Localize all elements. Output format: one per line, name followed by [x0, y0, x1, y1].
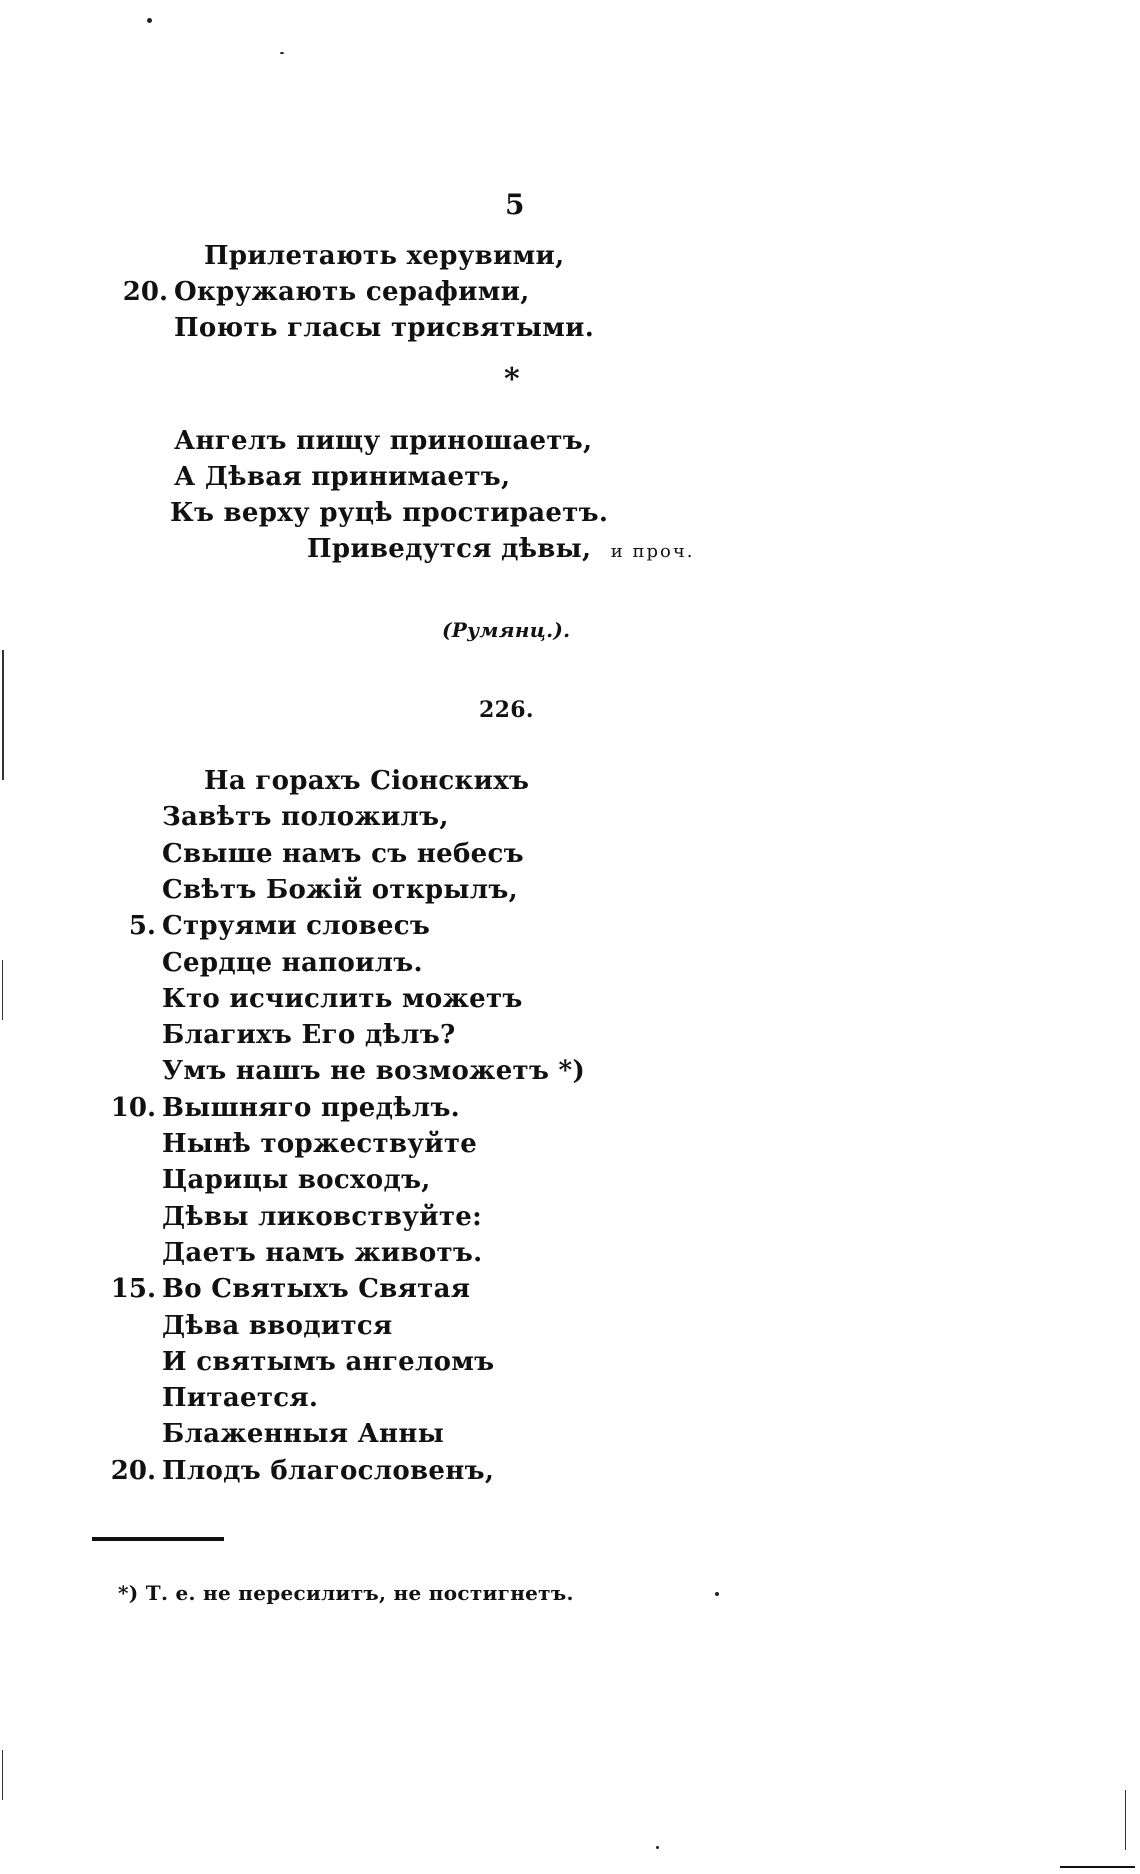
speck-mark: [715, 1592, 719, 1596]
verse-line: А Дѣвая принимаетъ,: [174, 462, 511, 492]
verse-line: Во Святыхъ Святая: [162, 1274, 471, 1304]
verse-line: Свыше намъ съ небесъ: [162, 839, 524, 869]
verse-line: Окружають серафими,: [174, 277, 530, 307]
verse-line: Ангелъ пищу приношаетъ,: [174, 426, 593, 456]
verse-line: Царицы восходъ,: [162, 1165, 431, 1195]
scan-edge-line: [1125, 1790, 1126, 1850]
scan-edge-line: [2, 960, 3, 1020]
verse-line: Питается.: [162, 1383, 319, 1413]
speck-mark: [147, 18, 152, 23]
verse-line: Завѣтъ положилъ,: [162, 802, 449, 832]
refrain-line: [307, 533, 694, 568]
line-number: 5.: [128, 911, 156, 941]
verse-line: Плодъ благословенъ,: [162, 1456, 495, 1486]
verse-line: Поють гласы трисвятыми.: [174, 313, 595, 343]
verse-line: Блаженныя Анны: [162, 1419, 445, 1449]
verse-line: Благихъ Его дѣлъ?: [162, 1020, 456, 1050]
footnote-rule: [92, 1537, 224, 1541]
line-number: 20.: [122, 277, 168, 307]
speck-mark: [280, 52, 284, 54]
refrain-text: Приведутся дѣвы,: [307, 534, 592, 564]
verse-line: Къ верху руцѣ простираетъ.: [170, 498, 609, 528]
asterisk-divider: *: [504, 362, 520, 397]
footnote: *) Т. е. не пересилитъ, не постигнетъ.: [118, 1581, 574, 1605]
line-number: 15.: [110, 1274, 156, 1304]
line-number: 10.: [110, 1093, 156, 1123]
verse-line: Дѣва вводится: [162, 1311, 393, 1341]
verse-line: Умъ нашъ не возможетъ *): [162, 1056, 586, 1086]
song-number: 226.: [479, 697, 534, 723]
scan-edge-line: [2, 650, 4, 780]
verse-line: Даетъ намъ животъ.: [162, 1238, 483, 1268]
verse-line: На горахъ Сіонскихъ: [204, 766, 530, 796]
verse-line: Дѣвы ликовствуйте:: [162, 1202, 482, 1232]
verse-line: Сердце напоилъ.: [162, 948, 423, 978]
verse-line: Струями словесъ: [162, 911, 431, 941]
page-number: 5: [505, 188, 525, 221]
line-number: 20.: [110, 1456, 156, 1486]
speck-mark: [656, 1846, 659, 1849]
verse-line: И святымъ ангеломъ: [162, 1347, 495, 1377]
verse-line: Нынѣ торжествуйте: [162, 1129, 478, 1159]
scan-edge-line: [2, 1750, 3, 1800]
attribution: (Румянц.).: [442, 618, 571, 642]
refrain-etc: и проч.: [610, 541, 695, 562]
verse-line: Вышняго предѣлъ.: [162, 1093, 461, 1123]
scan-edge-line: [1060, 1866, 1135, 1868]
verse-line: Свѣтъ Божій открылъ,: [162, 875, 518, 905]
verse-line: Кто исчислить можетъ: [162, 984, 523, 1014]
verse-line: Прилетають херувими,: [204, 241, 565, 271]
